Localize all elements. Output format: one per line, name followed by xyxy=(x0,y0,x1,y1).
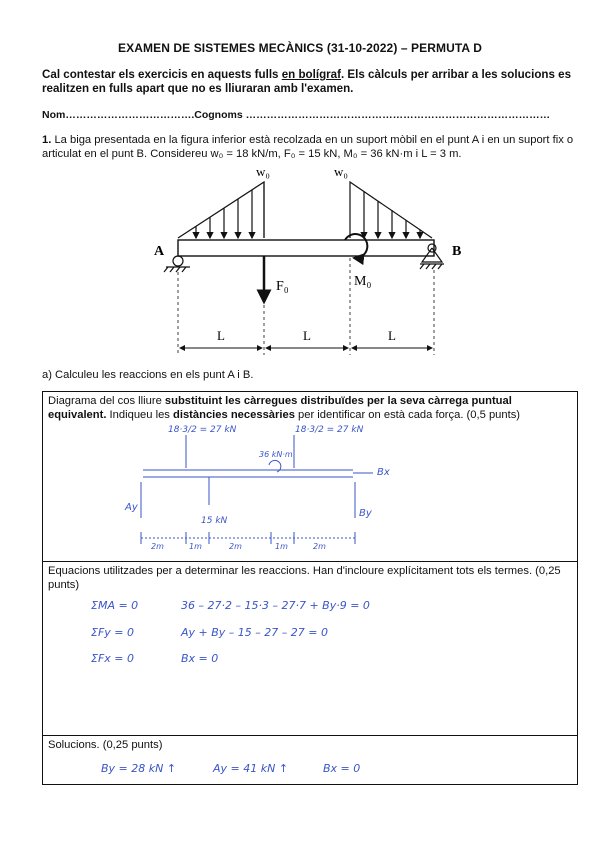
question-part-a: a) Calculeu les reaccions en els punt A i B. xyxy=(42,369,254,381)
handwritten-fbd-sketch xyxy=(43,420,577,560)
hw-sol-bx: Bx = 0 xyxy=(323,762,361,775)
hw-eq3-label: ΣFx = 0 xyxy=(91,652,134,665)
equations-box xyxy=(42,561,578,736)
hw-sol-by: By = 28 kN ↑ xyxy=(101,762,177,775)
distributed-load-left xyxy=(178,182,264,238)
hw-bx: Bx xyxy=(377,467,390,478)
hw-ay: Ay xyxy=(125,502,138,513)
roller-support-a xyxy=(164,256,190,272)
hw-dist-4: 1m xyxy=(275,542,288,551)
label-moment: M₀ xyxy=(354,274,372,289)
hw-load-left: 18·3/2 = 27 kN xyxy=(168,425,237,435)
hw-dist-3: 2m xyxy=(229,542,242,551)
hw-moment: 36 kN·m xyxy=(259,450,293,459)
label-dim-2: L xyxy=(303,328,311,343)
exam-title: EXAMEN DE SISTEMES MECÀNICS (31-10-2022) – PERMUTA D xyxy=(118,41,482,55)
hw-eq2-label: ΣFy = 0 xyxy=(91,626,134,639)
box3-instructions: Solucions. (0,25 punts) xyxy=(48,739,163,751)
beam-figure xyxy=(140,160,480,370)
question-text: La biga presentada en la figura inferior està recolzada en un suport mòbil en el punt A i en un suport fix o articulat en el punt B. Considereu w₀ = 18 kN/m, F₀ = 15 kN, M₀ = 36 kN·m i L = 3 m. xyxy=(42,134,574,160)
instructions-underlined: en bolígraf xyxy=(281,68,341,81)
label-point-b: B xyxy=(452,244,462,259)
free-body-diagram-box xyxy=(42,391,578,562)
label-w0-left: w₀ xyxy=(256,164,270,179)
hw-dist-5: 2m xyxy=(313,542,326,551)
hw-eq1-body: 36 – 27·2 – 15·3 – 27·7 + By·9 = 0 xyxy=(181,599,370,612)
label-w0-right: w₀ xyxy=(334,164,348,179)
label-dim-1: L xyxy=(217,328,225,343)
distributed-load-right xyxy=(350,182,432,238)
box2-instructions: Equacions utilitzades per a determinar les reaccions. Han d'incloure explícitament tots els termes. (0,25 punts) xyxy=(48,565,561,591)
hw-eq1-label: ΣMA = 0 xyxy=(91,599,139,612)
box1-text-1: Diagrama del cos lliure xyxy=(48,395,165,407)
hw-load-right: 18·3/2 = 27 kN xyxy=(295,425,364,435)
label-force: F₀ xyxy=(276,279,289,294)
label-dim-3: L xyxy=(388,328,396,343)
hw-dist-2: 1m xyxy=(189,542,202,551)
name-field-line: Nom……………………………….Cognoms …………………………………………………………………………… xyxy=(42,109,551,121)
box1-instructions xyxy=(48,395,573,422)
hw-by: By xyxy=(359,508,372,519)
label-point-a: A xyxy=(154,244,165,259)
solutions-box xyxy=(42,735,578,785)
box1-text-bold2: distàncies necessàries xyxy=(173,408,295,421)
box1-text-3: per identificar on està cada força. (0,5 punts) xyxy=(294,408,521,421)
instructions-part1: Cal contestar els exercicis en aquests fulls xyxy=(42,68,282,81)
hw-eq2-body: Ay + By – 15 – 27 – 27 = 0 xyxy=(181,626,328,639)
box1-text-2: Indiqueu les xyxy=(106,408,174,421)
question-1 xyxy=(42,133,582,161)
question-number: 1. xyxy=(42,134,52,146)
beam xyxy=(178,240,434,256)
box1-text-bold: substituint les càrregues distribuïdes per la seva càrrega puntual equivalent. xyxy=(48,395,512,421)
instructions xyxy=(42,68,577,96)
hw-force: 15 kN xyxy=(201,516,228,526)
hw-eq3-body: Bx = 0 xyxy=(181,652,219,665)
instructions-part2: . Els càlculs per arribar a les solucions es realitzen en fulls apart que no es lliuraran amb l'examen. xyxy=(42,68,572,95)
hw-sol-ay: Ay = 41 kN ↑ xyxy=(213,762,289,775)
hw-dist-1: 2m xyxy=(151,542,164,551)
